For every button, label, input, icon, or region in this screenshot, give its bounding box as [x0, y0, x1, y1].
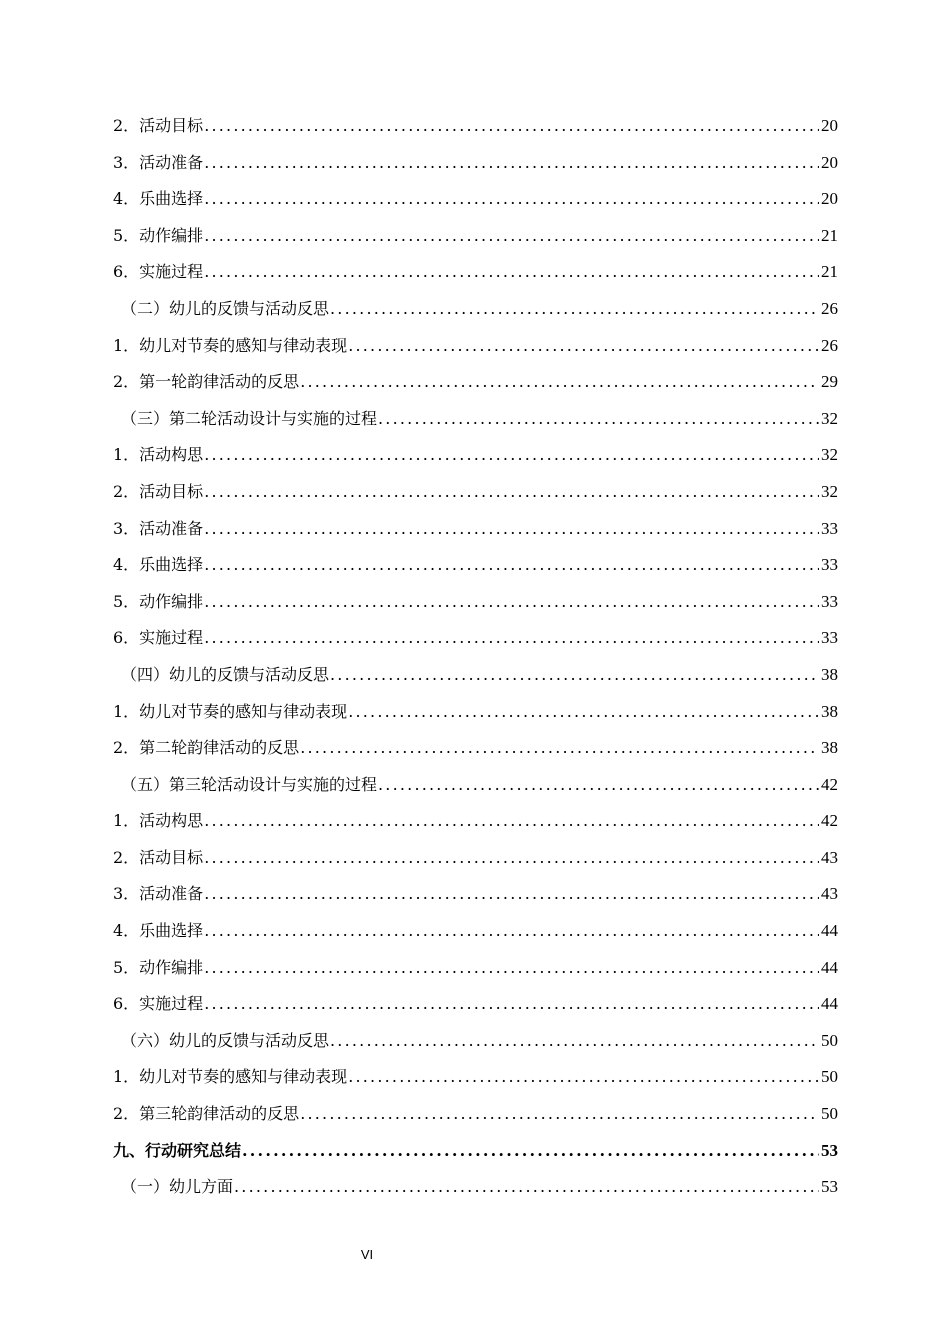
toc-entry[interactable]: [113, 913, 838, 950]
toc-entry-label: 3．活动准备: [113, 884, 204, 904]
toc-entry-page: 44: [821, 921, 838, 941]
toc-entry[interactable]: [113, 803, 838, 840]
toc-dot-leader: [348, 328, 819, 365]
toc-entry-label: 6．实施过程: [113, 628, 204, 648]
toc-entry-page: 50: [821, 1104, 838, 1124]
toc-entry-page: 42: [821, 774, 838, 794]
toc-entry-label: 2．活动目标: [113, 847, 204, 867]
page-number: VI: [360, 1247, 374, 1262]
toc-entry-label: （五）第三轮活动设计与实施的过程: [121, 774, 378, 794]
toc-entry[interactable]: [113, 986, 838, 1023]
toc-entry-label: 1．活动构思: [113, 811, 204, 831]
toc-dot-leader: [204, 876, 819, 913]
toc-entry-page: 33: [821, 518, 838, 538]
toc-dot-leader: [204, 620, 819, 657]
toc-entry-label: 3．活动准备: [113, 152, 204, 172]
toc-entry-label: 2．第三轮韵律活动的反思: [113, 1104, 300, 1124]
toc-entry[interactable]: [113, 328, 838, 365]
toc-dot-leader: [348, 694, 819, 731]
toc-entry[interactable]: [113, 511, 838, 548]
toc-entry-page: 44: [821, 957, 838, 977]
toc-entry[interactable]: [113, 401, 838, 438]
toc-dot-leader: [300, 364, 819, 401]
toc-entry-page: 50: [821, 1030, 838, 1050]
toc-entry-label: 2．第二轮韵律活动的反思: [113, 738, 300, 758]
toc-entry[interactable]: [113, 767, 838, 804]
toc-entry-label: 2．活动目标: [113, 116, 204, 135]
toc-entry-label: 1．幼儿对节奏的感知与律动表现: [113, 701, 348, 721]
toc-entry[interactable]: [113, 218, 838, 255]
toc-entry-page: 21: [821, 225, 838, 245]
toc-entry-label: 九、行动研究总结: [113, 1140, 242, 1160]
toc-entry-label: 1．幼儿对节奏的感知与律动表现: [113, 1067, 348, 1087]
toc-entry-page: 33: [821, 628, 838, 648]
toc-dot-leader: [204, 474, 819, 511]
toc-entry[interactable]: [113, 1096, 838, 1133]
toc-entry-page: 38: [821, 701, 838, 721]
toc-entry[interactable]: [113, 876, 838, 913]
toc-entry-label: 3．活动准备: [113, 518, 204, 538]
toc-dot-leader: [204, 840, 819, 877]
toc-entry[interactable]: [113, 620, 838, 657]
toc-entry[interactable]: [113, 145, 838, 182]
toc-dot-leader: [330, 1023, 819, 1060]
toc-entry-label: 1．活动构思: [113, 445, 204, 465]
toc-entry[interactable]: [113, 474, 838, 511]
toc-entry-page: 38: [821, 664, 838, 684]
toc-entry[interactable]: [113, 108, 838, 145]
toc-entry-page: 20: [821, 116, 838, 135]
toc-entry[interactable]: [113, 840, 838, 877]
toc-entry-label: （一）幼儿方面: [121, 1177, 234, 1197]
toc-entry-label: 6．实施过程: [113, 994, 204, 1014]
toc-dot-leader: [204, 986, 819, 1023]
toc-dot-leader: [204, 145, 819, 182]
toc-entry-label: （二）幼儿的反馈与活动反思: [121, 298, 330, 318]
toc-entry-label: 6．实施过程: [113, 262, 204, 282]
toc-dot-leader: [300, 730, 819, 767]
toc-dot-leader: [378, 767, 819, 804]
toc-entry-page: 26: [821, 335, 838, 355]
toc-dot-leader: [204, 950, 819, 987]
toc-entry-page: 20: [821, 189, 838, 209]
toc-entry-page: 42: [821, 811, 838, 831]
toc-entry-label: 1．幼儿对节奏的感知与律动表现: [113, 335, 348, 355]
toc-entry-label: 4．乐曲选择: [113, 921, 204, 941]
toc-dot-leader: [204, 803, 819, 840]
toc-dot-leader: [330, 657, 819, 694]
table-of-contents: [113, 108, 838, 1206]
toc-entry-page: 53: [821, 1140, 838, 1160]
toc-dot-leader: [242, 1133, 819, 1170]
toc-entry-label: 4．乐曲选择: [113, 189, 204, 209]
toc-dot-leader: [348, 1059, 819, 1096]
toc-entry-page: 33: [821, 591, 838, 611]
toc-entry[interactable]: [113, 437, 838, 474]
toc-entry-label: 4．乐曲选择: [113, 555, 204, 575]
toc-dot-leader: [204, 181, 819, 218]
toc-dot-leader: [378, 401, 819, 438]
toc-entry[interactable]: [113, 254, 838, 291]
toc-dot-leader: [204, 218, 819, 255]
toc-entry[interactable]: [113, 1023, 838, 1060]
toc-entry-label: 2．第一轮韵律活动的反思: [113, 372, 300, 392]
toc-dot-leader: [204, 584, 819, 621]
toc-entry[interactable]: [113, 584, 838, 621]
toc-entry-label: 2．活动目标: [113, 481, 204, 501]
toc-entry-page: 33: [821, 555, 838, 575]
toc-entry[interactable]: [113, 364, 838, 401]
toc-entry-label: （三）第二轮活动设计与实施的过程: [121, 408, 378, 428]
toc-entry-page: 44: [821, 994, 838, 1014]
toc-dot-leader: [300, 1096, 819, 1133]
toc-entry-label: （六）幼儿的反馈与活动反思: [121, 1030, 330, 1050]
toc-entry-page: 32: [821, 445, 838, 465]
toc-entry[interactable]: [113, 1133, 838, 1170]
toc-entry-page: 20: [821, 152, 838, 172]
toc-dot-leader: [204, 437, 819, 474]
toc-entry[interactable]: [113, 1059, 838, 1096]
toc-entry-page: 53: [821, 1177, 838, 1197]
toc-entry-page: 43: [821, 884, 838, 904]
toc-entry-page: 29: [821, 372, 838, 392]
toc-entry-label: （四）幼儿的反馈与活动反思: [121, 664, 330, 684]
toc-entry-page: 32: [821, 481, 838, 501]
toc-entry-page: 43: [821, 847, 838, 867]
toc-entry[interactable]: [113, 1169, 838, 1206]
toc-entry[interactable]: [113, 291, 838, 328]
toc-dot-leader: [204, 547, 819, 584]
toc-entry[interactable]: [113, 950, 838, 987]
toc-entry[interactable]: [113, 730, 838, 767]
toc-entry[interactable]: [113, 547, 838, 584]
toc-entry-page: 26: [821, 298, 838, 318]
toc-dot-leader: [234, 1169, 819, 1206]
toc-entry-label: 5．动作编排: [113, 957, 204, 977]
toc-dot-leader: [204, 913, 819, 950]
toc-entry-page: 38: [821, 738, 838, 758]
toc-dot-leader: [204, 108, 819, 145]
toc-entry-label: 5．动作编排: [113, 591, 204, 611]
toc-entry-page: 50: [821, 1067, 838, 1087]
toc-entry-page: 21: [821, 262, 838, 282]
toc-dot-leader: [204, 511, 819, 548]
toc-dot-leader: [330, 291, 819, 328]
toc-entry[interactable]: [113, 657, 838, 694]
toc-entry-label: 5．动作编排: [113, 225, 204, 245]
toc-dot-leader: [204, 254, 819, 291]
toc-entry[interactable]: [113, 694, 838, 731]
toc-entry-page: 32: [821, 408, 838, 428]
toc-entry[interactable]: [113, 181, 838, 218]
